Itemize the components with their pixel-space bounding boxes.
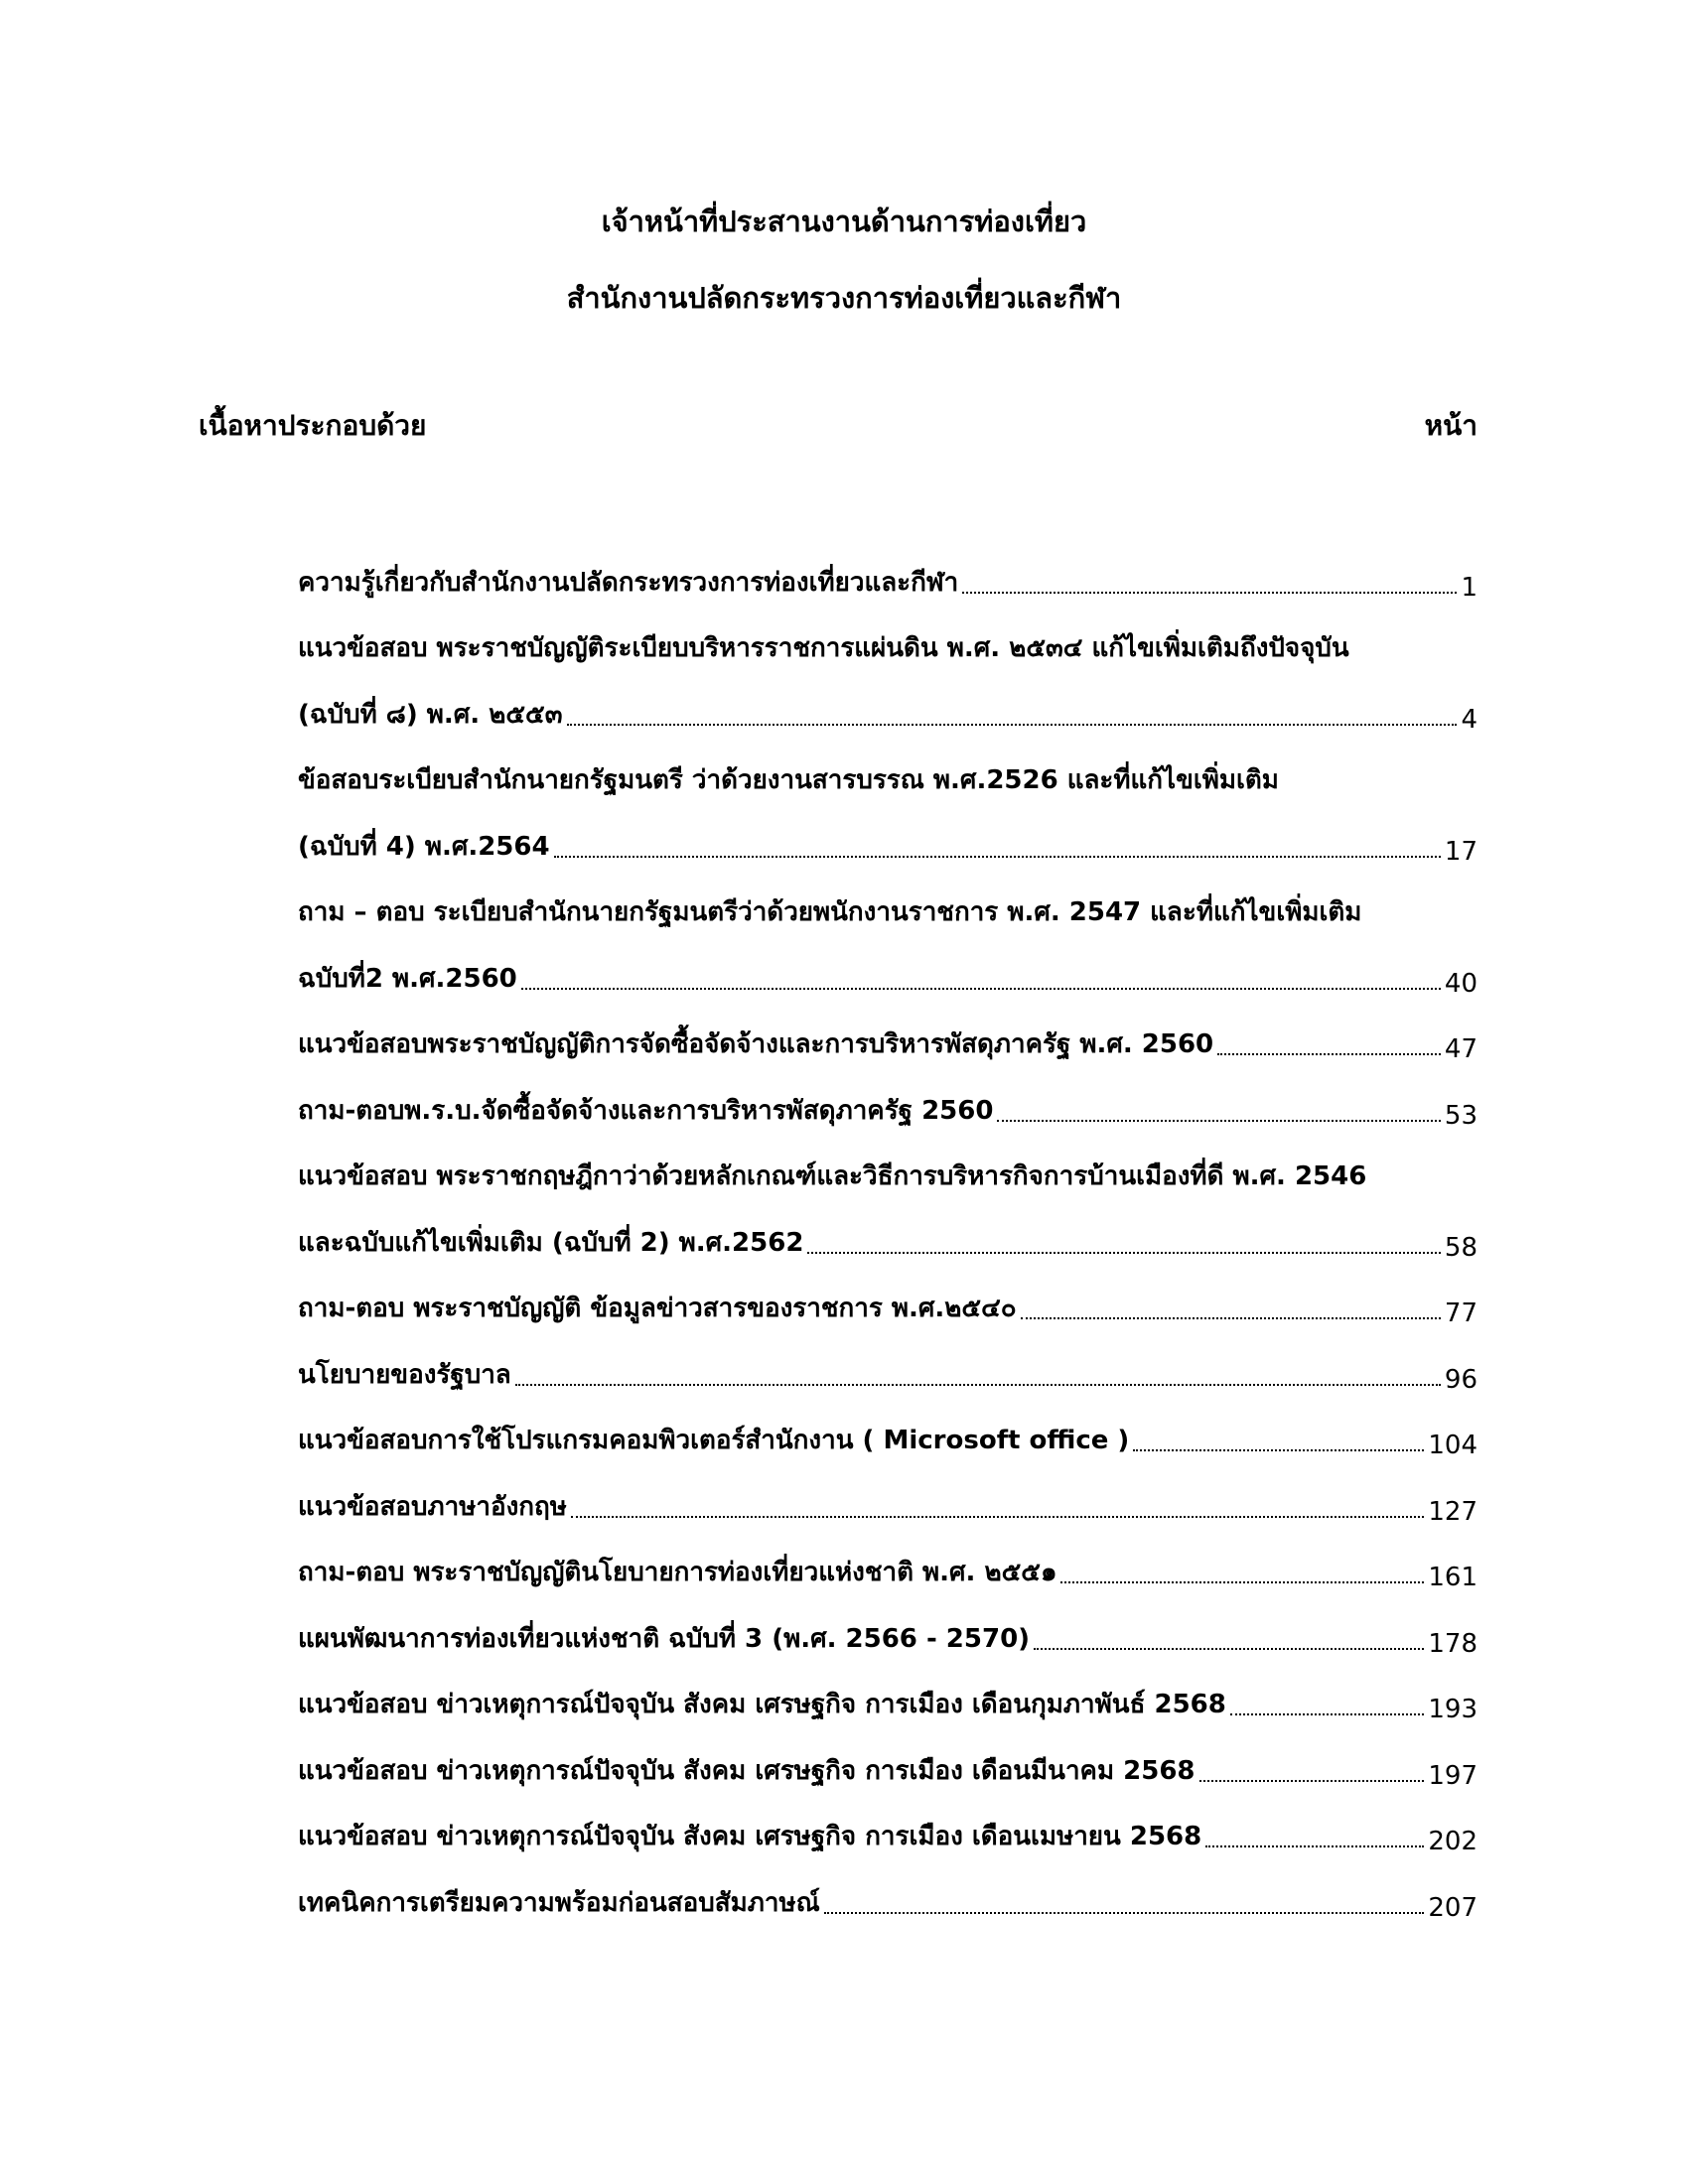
table-of-contents: [298, 536, 1477, 1923]
toc-entry: [298, 603, 1477, 669]
contents-heading: เนื้อหาประกอบด้วย: [199, 409, 427, 442]
toc-entry-page: 207: [1428, 1892, 1477, 1923]
page-column-heading: หน้า: [1424, 409, 1477, 442]
toc-entry-page: 4: [1461, 704, 1477, 735]
toc-entry: [298, 1395, 1477, 1461]
toc-entry-title: แนวข้อสอบ พระราชกฤษฎีกาว่าด้วยหลักเกณฑ์และวิธีการบริหารกิจการบ้านเมืองที่ดี พ.ศ. 2546: [298, 1161, 1367, 1191]
toc-entry-page: 17: [1444, 836, 1477, 867]
toc-entry: [298, 1724, 1477, 1791]
toc-entry: [298, 800, 1477, 867]
toc-entry-title: และฉบับแก้ไขเพิ่มเติม (ฉบับที่ 2) พ.ศ.2562: [298, 1227, 804, 1258]
toc-entry: [298, 867, 1477, 933]
toc-entry-page: 96: [1444, 1364, 1477, 1395]
toc-entry: [298, 1328, 1477, 1395]
toc-leader-dots: [807, 1252, 1440, 1254]
toc-entry: [298, 1064, 1477, 1131]
toc-entry: [298, 1659, 1477, 1725]
toc-leader-dots: [1230, 1713, 1425, 1715]
toc-leader-dots: [1199, 1780, 1425, 1782]
toc-leader-dots: [1060, 1581, 1424, 1583]
toc-entry-title: ถาม-ตอบพ.ร.บ.จัดซื้อจัดจ้างและการบริหารพัสดุภาครัฐ 2560: [298, 1095, 994, 1126]
toc-entry: [298, 999, 1477, 1065]
toc-entry-title: (ฉบับที่ 4) พ.ศ.2564: [298, 831, 550, 862]
toc-entry: [298, 932, 1477, 999]
toc-entry-page: 202: [1428, 1827, 1477, 1856]
toc-entry-title: (ฉบับที่ ๘) พ.ศ. ๒๕๕๓: [298, 699, 563, 730]
toc-leader-dots: [521, 988, 1441, 990]
toc-entry-title: แนวข้อสอบ พระราชบัญญัติระเบียบบริหารราชการแผ่นดิน พ.ศ. ๒๕๓๔ แก้ไขเพิ่มเติมถึงปัจจุบัน: [298, 633, 1349, 663]
toc-entry-title: ถาม – ตอบ ระเบียบสำนักนายกรัฐมนตรีว่าด้วยพนักงานราชการ พ.ศ. 2547 และที่แก้ไขเพิ่มเติม: [298, 897, 1362, 927]
toc-entry-title: ข้อสอบระเบียบสำนักนายกรัฐมนตรี ว่าด้วยงานสารบรรณ พ.ศ.2526 และที่แก้ไขเพิ่มเติม: [298, 765, 1279, 795]
toc-entry-page: 161: [1428, 1563, 1477, 1592]
toc-entry-title: แนวข้อสอบ ข่าวเหตุการณ์ปัจจุบัน สังคม เศรษฐกิจ การเมือง เดือนกุมภาพันธ์ 2568: [298, 1690, 1226, 1719]
toc-leader-dots: [1217, 1053, 1441, 1055]
document-title: เจ้าหน้าที่ประสานงานด้านการท่องเที่ยว: [601, 205, 1087, 238]
toc-entry-page: 127: [1428, 1496, 1477, 1527]
toc-leader-dots: [1034, 1648, 1424, 1650]
toc-entry-page: 178: [1428, 1628, 1477, 1659]
toc-leader-dots: [554, 856, 1441, 858]
toc-entry-title: ถาม-ตอบ พระราชบัญญัตินโยบายการท่องเที่ยวแห่งชาติ พ.ศ. ๒๕๕๑: [298, 1558, 1057, 1587]
toc-leader-dots: [515, 1384, 1441, 1386]
toc-leader-dots: [567, 724, 1458, 726]
toc-entry: [298, 735, 1477, 801]
toc-entry-page: 53: [1444, 1100, 1477, 1131]
toc-entry-page: 197: [1428, 1760, 1477, 1791]
document-subtitle: สำนักงานปลัดกระทรวงการท่องเที่ยวและกีฬา: [566, 281, 1122, 315]
toc-entry: [298, 1527, 1477, 1593]
toc-entry: [298, 1791, 1477, 1857]
toc-leader-dots: [824, 1912, 1425, 1914]
toc-entry-title: แผนพัฒนาการท่องเที่ยวแห่งชาติ ฉบับที่ 3 (พ.ศ. 2566 - 2570): [298, 1623, 1031, 1654]
toc-entry-title: ฉบับที่2 พ.ศ.2560: [298, 963, 517, 994]
toc-leader-dots: [1205, 1845, 1424, 1847]
toc-entry: [298, 1592, 1477, 1659]
toc-entry-page: 40: [1444, 968, 1477, 999]
toc-entry-page: 1: [1461, 572, 1477, 603]
toc-entry-title: เทคนิคการเตรียมความพร้อมก่อนสอบสัมภาษณ์: [298, 1887, 820, 1918]
toc-entry-title: แนวข้อสอบ ข่าวเหตุการณ์ปัจจุบัน สังคม เศรษฐกิจ การเมือง เดือนเมษายน 2568: [298, 1822, 1202, 1851]
toc-entry-title: ถาม-ตอบ พระราชบัญญัติ ข้อมูลข่าวสารของราชการ พ.ศ.๒๕๔๐: [298, 1294, 1017, 1323]
toc-entry-title: แนวข้อสอบการใช้โปรแกรมคอมพิวเตอร์สำนักงาน ( Microsoft office ): [298, 1426, 1130, 1455]
toc-entry: [298, 536, 1477, 603]
toc-entry: [298, 668, 1477, 735]
toc-entry-page: 77: [1444, 1298, 1477, 1328]
toc-entry-title: แนวข้อสอบ ข่าวเหตุการณ์ปัจจุบัน สังคม เศรษฐกิจ การเมือง เดือนมีนาคม 2568: [298, 1755, 1196, 1786]
toc-leader-dots: [962, 592, 1457, 594]
toc-entry-title: แนวข้อสอบภาษาอังกฤษ: [298, 1491, 567, 1522]
toc-entry-title: ความรู้เกี่ยวกับสำนักงานปลัดกระทรวงการท่องเที่ยวและกีฬา: [298, 567, 959, 598]
toc-entry: [298, 1131, 1477, 1197]
toc-entry-page: 58: [1444, 1232, 1477, 1263]
toc-leader-dots: [1021, 1317, 1441, 1319]
toc-entry: [298, 1460, 1477, 1527]
toc-entry: [298, 1263, 1477, 1329]
toc-leader-dots: [571, 1516, 1424, 1518]
toc-entry-page: 193: [1428, 1695, 1477, 1724]
toc-entry: [298, 1856, 1477, 1923]
toc-entry-title: นโยบายของรัฐบาล: [298, 1359, 511, 1390]
toc-leader-dots: [1133, 1449, 1424, 1451]
toc-entry-page: 104: [1428, 1431, 1477, 1460]
toc-leader-dots: [997, 1120, 1440, 1122]
toc-entry: [298, 1196, 1477, 1263]
toc-entry-title: แนวข้อสอบพระราชบัญญัติการจัดซื้อจัดจ้างและการบริหารพัสดุภาครัฐ พ.ศ. 2560: [298, 1029, 1214, 1059]
toc-entry-page: 47: [1444, 1034, 1477, 1064]
